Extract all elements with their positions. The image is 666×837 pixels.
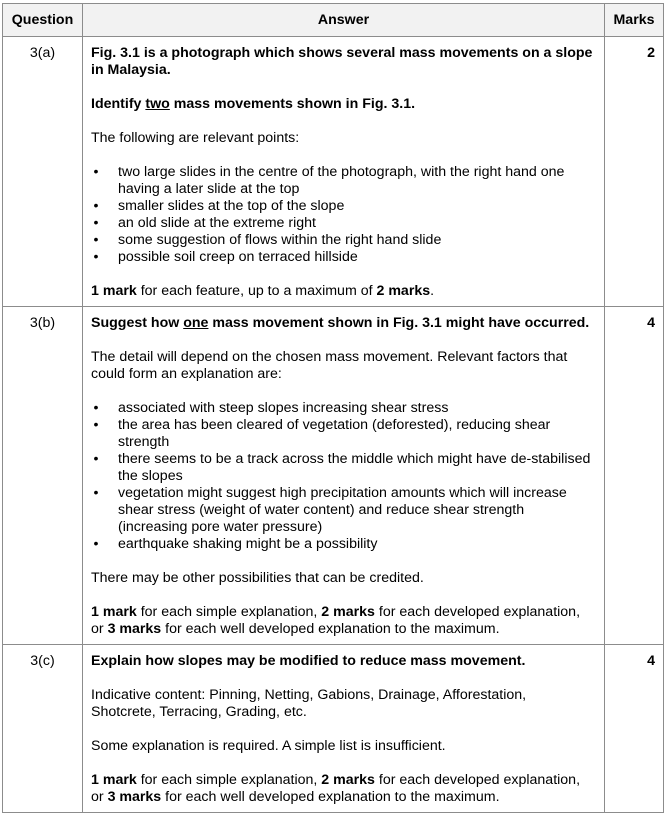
answer-header: Answer [83, 4, 605, 37]
question-number: 3(c) [3, 645, 83, 813]
marks-value: 4 [605, 307, 664, 645]
bullet-list [91, 164, 594, 266]
intro-text: The following are relevant points: [91, 130, 300, 146]
task-text: Suggest how one mass movement shown in Fig. 3.1 might have occurred. [91, 315, 590, 331]
task-text: Explain how slopes may be modified to reduce mass movement. [91, 653, 526, 669]
bullet-list [91, 400, 594, 553]
prompt-text: Fig. 3.1 is a photograph which shows several mass movements on a slope in Malaysia. [91, 45, 593, 78]
marks-header: Marks [605, 4, 664, 37]
explanation-note: Some explanation is required. A simple list is insufficient. [91, 738, 446, 754]
marks-value: 2 [605, 37, 664, 307]
question-number: 3(a) [3, 37, 83, 307]
mark-guidance: 1 mark for each simple explanation, 2 marks for each developed explanation, or 3 marks for each well developed explanation to the maximum. [91, 772, 581, 805]
other-note: There may be other possibilities that can be credited. [91, 570, 424, 586]
list-item: • associated with steep slopes increasing shear stress [118, 400, 594, 417]
list-item: • an old slide at the extreme right [118, 215, 594, 232]
list-item: • earthquake shaking might be a possibility [118, 536, 594, 553]
mark-scheme-table [2, 3, 664, 813]
question-number: 3(b) [3, 307, 83, 645]
list-item: • the area has been cleared of vegetation (deforested), reducing shear strength [118, 417, 594, 451]
mark-guidance: 1 mark for each simple explanation, 2 marks for each developed explanation, or 3 marks for each well developed explanation to the maximum. [91, 604, 581, 637]
question-row-3a [3, 37, 664, 307]
task-text: Identify two mass movements shown in Fig. 3.1. [91, 96, 416, 112]
list-item: • possible soil creep on terraced hillside [118, 249, 594, 266]
list-item: • vegetation might suggest high precipitation amounts which will increase shear stress (weight of water content) and reduce shear strength (increasing pore water pressure) [118, 485, 594, 536]
answer-cell [83, 645, 605, 813]
indicative-content: Indicative content: Pinning, Netting, Gabions, Drainage, Afforestation, Shotcrete, Terracing, Grading, etc. [91, 687, 527, 720]
list-item: • some suggestion of flows within the right hand slide [118, 232, 594, 249]
list-item: • two large slides in the centre of the photograph, with the right hand one having a later slide at the top [118, 164, 594, 198]
question-header: Question [3, 4, 83, 37]
list-item: • there seems to be a track across the middle which might have de-stabilised the slopes [118, 451, 594, 485]
header-row [3, 4, 664, 37]
question-row-3c [3, 645, 664, 813]
list-item: • smaller slides at the top of the slope [118, 198, 594, 215]
answer-cell [83, 37, 605, 307]
mark-guidance: 1 mark for each feature, up to a maximum of 2 marks. [91, 283, 435, 299]
marks-value: 4 [605, 645, 664, 813]
question-row-3b [3, 307, 664, 645]
answer-cell [83, 307, 605, 645]
intro-text: The detail will depend on the chosen mass movement. Relevant factors that could form an explanation are: [91, 349, 568, 382]
